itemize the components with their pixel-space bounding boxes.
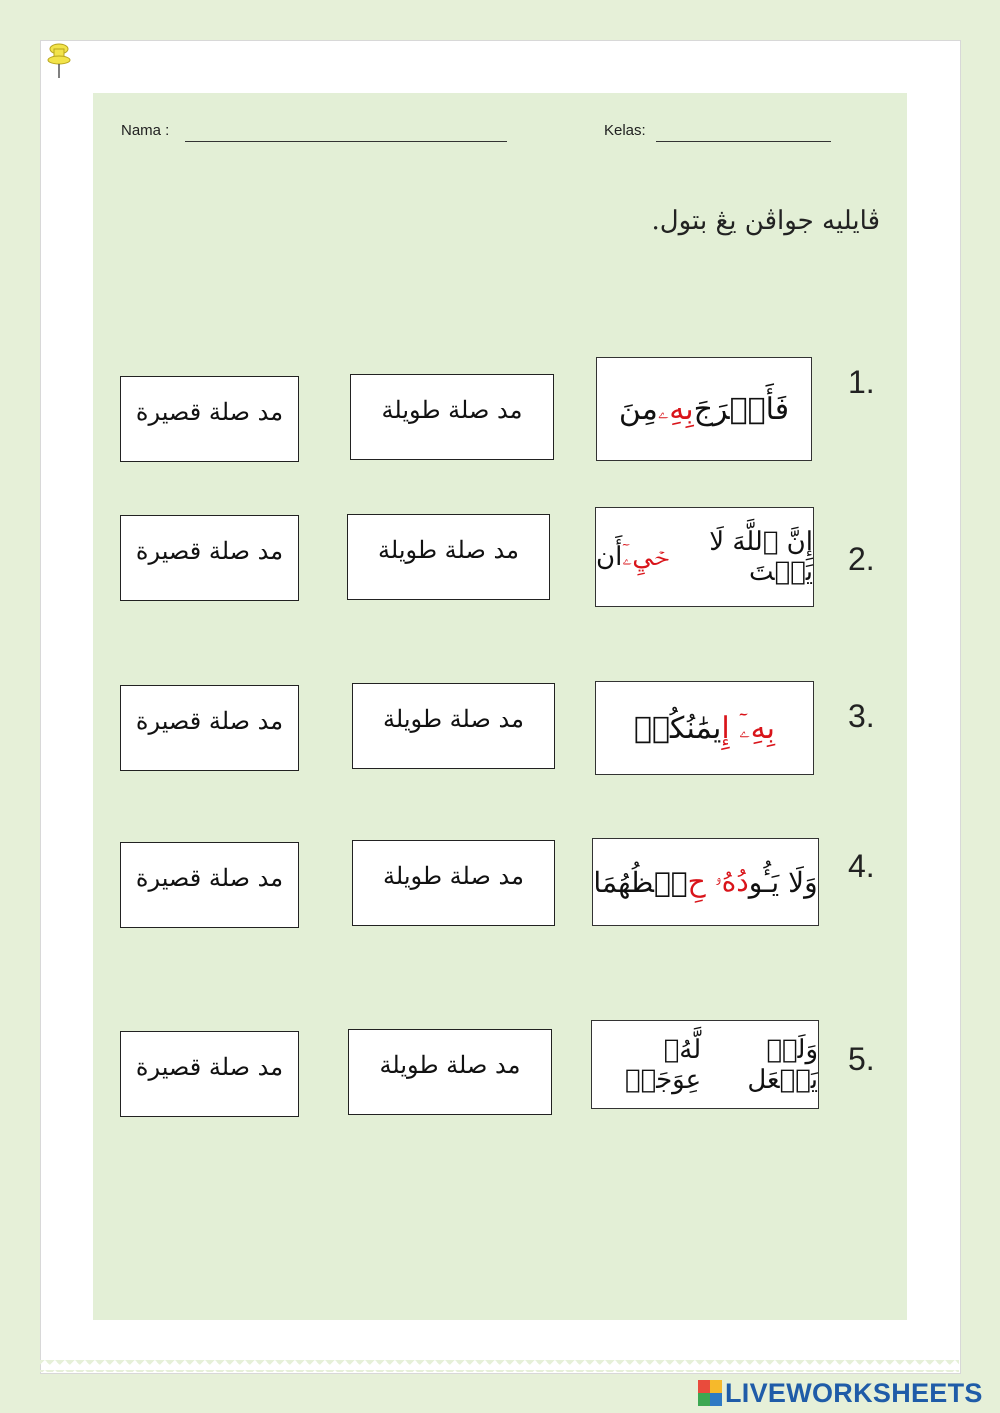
option-mad-silah-tawilah[interactable]: مد صلة طويلة bbox=[352, 840, 555, 926]
liveworksheets-logo bbox=[698, 1378, 983, 1408]
option-mad-silah-qasirah[interactable]: مد صلة قصيرة bbox=[120, 685, 299, 771]
logo-icon bbox=[698, 1380, 722, 1406]
highlighted-letters: بِهِۦ bbox=[657, 391, 694, 427]
question-number: 1. bbox=[848, 364, 875, 400]
page-torn-edge bbox=[40, 1360, 959, 1372]
quran-word-image: فَأَخۡرَجَ بِهِۦ مِنَ bbox=[596, 357, 812, 461]
question-number: 4. bbox=[848, 848, 875, 884]
class-label: Kelas: bbox=[604, 122, 646, 139]
pushpin-icon bbox=[46, 42, 72, 80]
option-mad-silah-tawilah[interactable]: مد صلة طويلة bbox=[348, 1029, 552, 1115]
quran-word-image: وَلَا يَـُٔو دُهُۥ حِ فۡظُهُمَا bbox=[592, 838, 819, 926]
highlighted-letters: بِهِۦٓ إِ bbox=[721, 710, 776, 746]
quran-word-image: وَلَمۡ يَجۡعَل لَّهُۥ عِوَجَاۜ bbox=[591, 1020, 819, 1109]
question-number: 5. bbox=[848, 1041, 875, 1077]
option-mad-silah-tawilah[interactable]: مد صلة طويلة bbox=[347, 514, 550, 600]
question-number: 2. bbox=[848, 541, 875, 577]
option-mad-silah-tawilah[interactable]: مد صلة طويلة bbox=[350, 374, 554, 460]
highlighted-letters: دُهُۥ حِ bbox=[687, 865, 749, 898]
class-line bbox=[656, 141, 831, 142]
instruction-text: ڤايليه جواڤن يڠ بتول. bbox=[651, 206, 880, 236]
quran-word-image: بِهِۦٓ إِ يمَٰنُكُمۡ bbox=[595, 681, 814, 775]
quran-word-image: إِنَّ ٱللَّهَ لَا يَسۡتَ حۡيِۦٓ أَن bbox=[595, 507, 814, 607]
brand-name: LIVEWORKSHEETS bbox=[725, 1377, 983, 1408]
option-mad-silah-qasirah[interactable]: مد صلة قصيرة bbox=[120, 1031, 299, 1117]
name-label: Nama : bbox=[121, 122, 170, 139]
option-mad-silah-qasirah[interactable]: مد صلة قصيرة bbox=[120, 842, 299, 928]
option-mad-silah-tawilah[interactable]: مد صلة طويلة bbox=[352, 683, 555, 769]
question-number: 3. bbox=[848, 698, 875, 734]
option-mad-silah-qasirah[interactable]: مد صلة قصيرة bbox=[120, 376, 299, 462]
highlighted-letters: حۡيِۦٓ bbox=[622, 541, 669, 572]
name-line bbox=[185, 141, 507, 142]
option-mad-silah-qasirah[interactable]: مد صلة قصيرة bbox=[120, 515, 299, 601]
